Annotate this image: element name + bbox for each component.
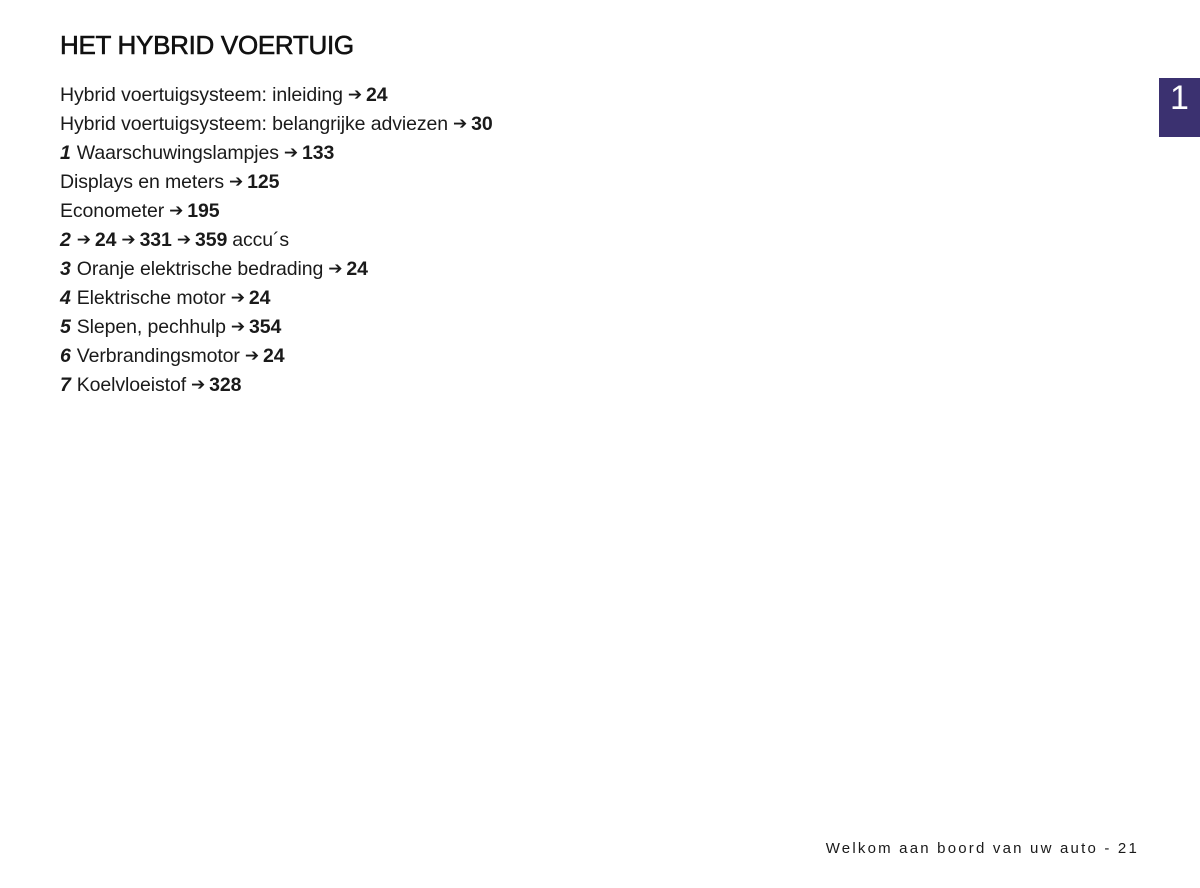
page-reference[interactable]: 30 (471, 113, 493, 135)
entry-label: Hybrid voertuigsysteem: inleiding (60, 84, 343, 106)
arrow-right-icon: ➔ (229, 172, 244, 191)
index-entry (60, 371, 493, 400)
index-entry (60, 197, 493, 226)
page-title: HET HYBRID VOERTUIG (60, 30, 354, 60)
page-reference[interactable]: 24 (262, 345, 285, 367)
item-number: 7 (60, 374, 71, 396)
entry-label: Elektrische motor (76, 287, 226, 309)
item-number: 3 (60, 258, 71, 280)
page-reference[interactable]: 195 (187, 200, 220, 222)
page-reference[interactable]: 24 (346, 258, 368, 280)
index-list (60, 81, 493, 400)
item-number: 6 (60, 345, 71, 367)
index-entry (60, 81, 493, 110)
index-entry (60, 139, 493, 168)
arrow-right-icon: ➔ (244, 346, 259, 365)
page-reference[interactable]: 24 (94, 229, 117, 251)
entry-label: Econometer (60, 200, 165, 222)
entry-suffix: accu´s (232, 229, 290, 251)
page-footer: Welkom aan boord van uw auto - 21 (825, 840, 1139, 857)
arrow-right-icon: ➔ (347, 85, 362, 104)
item-number: 4 (60, 287, 71, 309)
page-reference[interactable]: 328 (209, 374, 242, 396)
entry-label: Waarschuwingslampjes (76, 142, 279, 164)
index-entry (60, 342, 493, 371)
entry-label: Slepen, pechhulp (76, 316, 226, 338)
arrow-right-icon: ➔ (328, 259, 343, 278)
page-reference[interactable]: 354 (249, 316, 282, 338)
page-reference[interactable]: 24 (248, 287, 271, 309)
page-reference[interactable]: 331 (139, 229, 172, 251)
arrow-right-icon: ➔ (76, 230, 91, 249)
arrow-right-icon: ➔ (121, 230, 136, 249)
page-reference[interactable]: 24 (366, 84, 388, 106)
arrow-right-icon: ➔ (191, 375, 206, 394)
arrow-right-icon: ➔ (283, 143, 299, 162)
entry-label: Hybrid voertuigsysteem: belangrijke adviezen (60, 113, 448, 135)
page-reference[interactable]: 133 (302, 142, 335, 164)
entry-label: Koelvloeistof (76, 374, 187, 396)
index-entry (60, 255, 493, 284)
page-reference[interactable]: 125 (247, 171, 280, 193)
item-number: 5 (60, 316, 71, 338)
arrow-right-icon: ➔ (230, 317, 246, 336)
arrow-right-icon: ➔ (230, 288, 245, 307)
item-number: 2 (60, 229, 71, 251)
chapter-tab[interactable]: 1 (1159, 78, 1200, 137)
index-entry (60, 313, 493, 342)
arrow-right-icon: ➔ (169, 201, 184, 220)
arrow-right-icon: ➔ (176, 230, 191, 249)
index-entry (60, 284, 493, 313)
entry-label: Verbrandingsmotor (76, 345, 240, 367)
arrow-right-icon: ➔ (452, 114, 468, 133)
index-entry (60, 226, 493, 255)
item-number: 1 (60, 142, 71, 164)
index-entry (60, 110, 493, 139)
index-entry (60, 168, 493, 197)
page-reference[interactable]: 359 (194, 229, 228, 251)
entry-label: Oranje elektrische bedrading (76, 258, 324, 280)
entry-label: Displays en meters (60, 171, 225, 193)
